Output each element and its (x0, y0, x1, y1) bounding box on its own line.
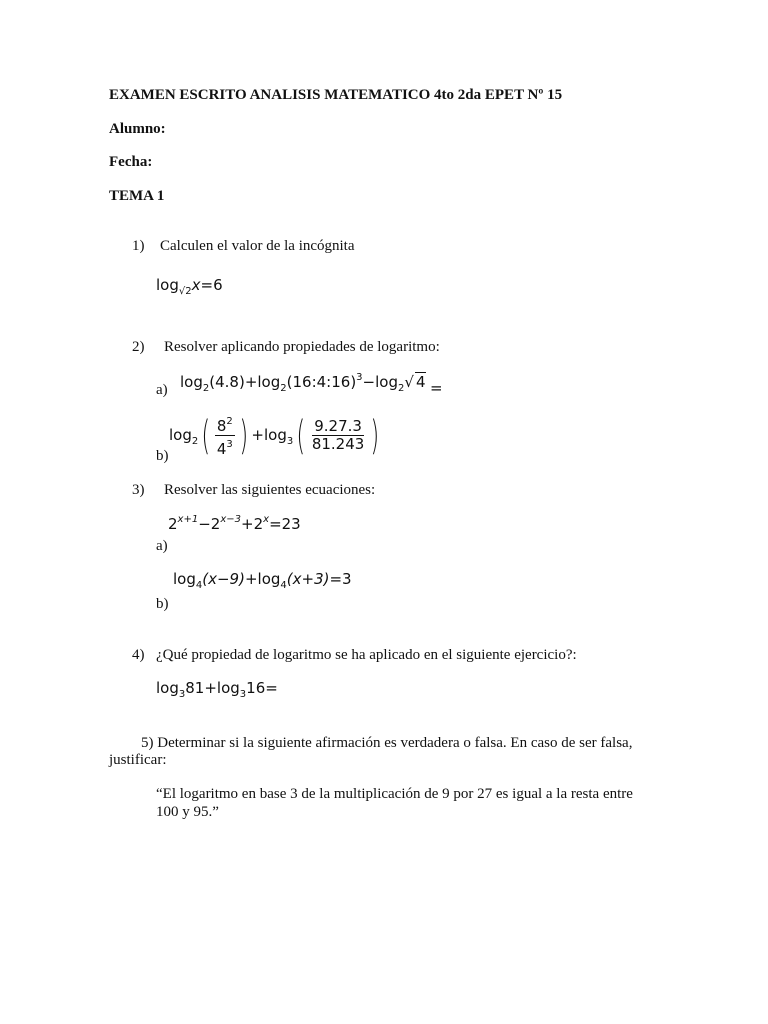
question-2-text: Resolver aplicando propiedades de logaritmo: (164, 339, 440, 355)
question-1-text: Calculen el valor de la incógnita (160, 238, 355, 254)
question-3b-formula: $\log_4(x-9)+\log_4(x+3)=3$ (173, 570, 352, 591)
question-1-formula: $\log_{√2}x=6$ (156, 276, 223, 297)
topic-label: TEMA 1 (109, 188, 165, 204)
question-2a-equals: = (430, 379, 443, 397)
question-2-number: 2) (132, 339, 145, 355)
question-2a-label: a) (156, 382, 168, 398)
question-3b-label: b) (156, 596, 169, 612)
question-2b-formula: $\log_2$( $\frac{8^2}{4^3}$ ) $+\log_3$( $\frac{9.27.3}{81.243}$ ) (169, 412, 380, 459)
question-4-formula: $\log_381+\log_316=$ (156, 679, 278, 700)
question-2a-formula: $\log_2(4.8)+\log_2(16:4:16)^3-\log_2√$ 4 (180, 372, 426, 394)
date-label: Fecha: (109, 154, 153, 170)
question-4-number: 4) (132, 647, 145, 663)
question-3a-formula: $2^{x+1}-2^{x-3}+2^x=23$ (168, 514, 301, 533)
question-5-quote-line2: 100 y 95.” (156, 804, 219, 820)
question-4-text: ¿Qué propiedad de logaritmo se ha aplicado en el siguiente ejercicio?: (156, 647, 577, 663)
question-3a-label: a) (156, 538, 168, 554)
question-1-number: 1) (132, 238, 145, 254)
question-5-text-line1: 5) Determinar si la siguiente afirmación es verdadera o falsa. En caso de ser falsa, (141, 735, 633, 751)
question-2b-label: b) (156, 448, 169, 464)
question-5-quote-line1: “El logaritmo en base 3 de la multiplicación de 9 por 27 es igual a la resta entre (156, 786, 633, 802)
exam-title: EXAMEN ESCRITO ANALISIS MATEMATICO 4to 2da EPET Nº 15 (109, 87, 563, 103)
question-5-text-line2: justificar: (109, 752, 167, 768)
question-3-text: Resolver las siguientes ecuaciones: (164, 482, 376, 498)
question-3-number: 3) (132, 482, 145, 498)
student-label: Alumno: (109, 121, 166, 137)
